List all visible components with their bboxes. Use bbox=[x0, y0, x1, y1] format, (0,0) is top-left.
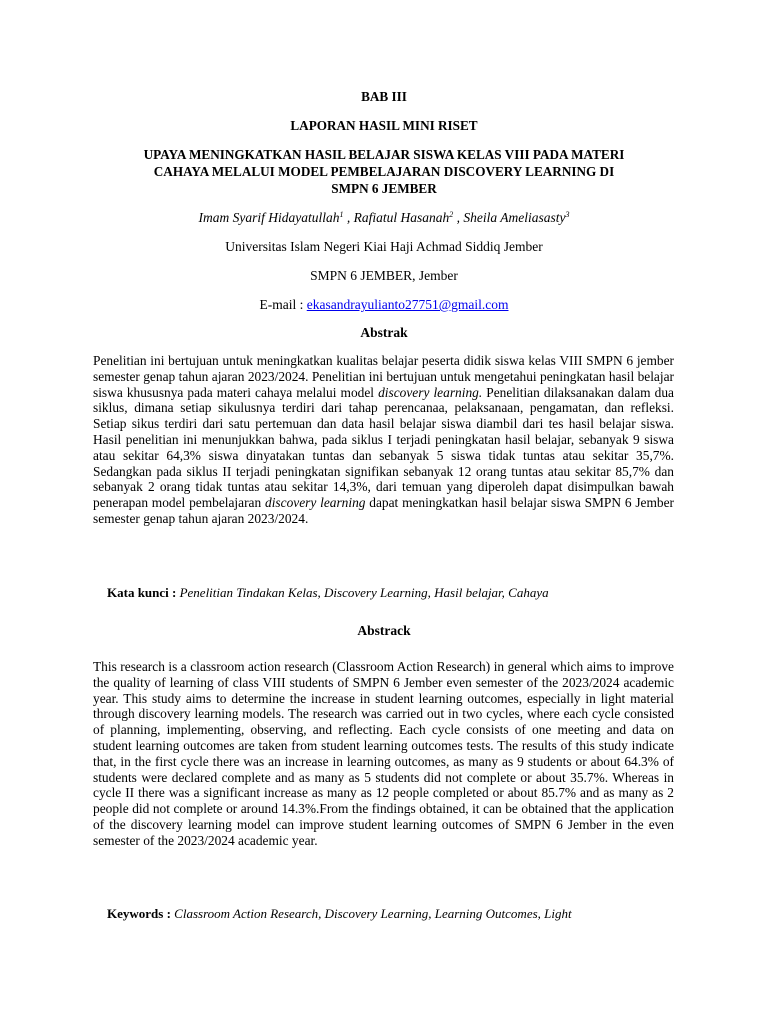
author-affiliation-mark: 3 bbox=[565, 210, 570, 219]
abstrak-text: Penelitian dilaksanakan dalam dua siklus, dimana setiap sikulusnya terdiri dari tahap perencanaa, pelaksanaan, pengamatan, dan refleksi. Setiap sikus terdiri dari satu pertemuan dan data hasil belajar siswa diambil dari tes hasil belajar siswa. Hasil penelitian ini menunjukkan bahwa, pada siklus I terjadi peningkatan hasil belajar, sebanyak 9 siswa atau sekitar 64,3% siswa dinyatakan tuntas dan sebanyak 5 siswa tidak tuntas atau sekitar 35,7%. Sedangkan pada siklus II terjadi peningkatan signifikan sebanyak 12 orang tuntas atau sekitar 85,7% dan sebanyak 2 orang tidak tuntas atau sekitar 14,3%, dari temuan yang diperoleh dapat disimpulkan bawah penerapan model pembelajaran bbox=[93, 384, 674, 511]
keywords-label: Kata kunci : bbox=[107, 585, 180, 600]
paper-title bbox=[0, 146, 768, 197]
abstrak-heading: Abstrak bbox=[360, 325, 408, 340]
keywords-label: Keywords : bbox=[107, 906, 175, 921]
author-name: Imam Syarif Hidayatullah bbox=[198, 210, 340, 225]
abstrak-keywords bbox=[107, 585, 549, 601]
abstrak-emphasis: discovery learning bbox=[265, 495, 366, 511]
author-separator: , bbox=[343, 210, 354, 225]
email-label: E-mail : bbox=[259, 297, 307, 312]
author-list bbox=[0, 209, 768, 226]
email-line bbox=[0, 296, 768, 313]
abstrak-text: dapat meningkatkan hasil belajar siswa SMPN 6 Jember semester genap tahun ajaran 2023/2024. bbox=[93, 495, 675, 526]
report-title: LAPORAN HASIL MINI RISET bbox=[290, 118, 478, 133]
abstrak-body bbox=[93, 353, 674, 527]
author-name: Rafiatul Hasanah bbox=[353, 210, 450, 225]
author-affiliation-mark: 2 bbox=[449, 210, 454, 219]
abstract-body: This research is a classroom action research (Classroom Action Research) in general which aims to improve the quality of learning of class VIII students of SMPN 6 Jember even semester of the 2023/2024 academic year. This study aims to determine the increase in student learning outcomes, especially in light material through discovery learning models. The research was carried out in two cycles, where each cycle consisted of planning, implementing, observing, and reflecting. Each cycle consists of one meeting and data on student learning outcomes are taken from student learning outcomes tests. The results of this study indicate that, in the first cycle there was an increase in learning outcomes, as many as 9 students or about 64.3% of students were declared complete and as many as 5 students did not complete or about 35.7%. Whereas in cycle II there was a significant increase as many as 12 people completed or about 85.7% and as many as 2 people did not complete or around 14.3%.From the findings obtained, it can be obtained that the application of the discovery learning model can improve student learning outcomes of SMPN 6 Jember in the even semester of the 2023/2024 academic year. bbox=[93, 659, 674, 848]
chapter-heading: BAB III bbox=[361, 89, 407, 104]
school-name: SMPN 6 JEMBER, Jember bbox=[310, 268, 458, 283]
paper-title-line: CAHAYA MELALUI MODEL PEMBELAJARAN DISCOVERY LEARNING DI bbox=[153, 164, 615, 179]
abstract-heading: Abstrack bbox=[357, 623, 411, 638]
author-name: Sheila Ameliasasty bbox=[463, 210, 566, 225]
paper-title-line: SMPN 6 JEMBER bbox=[331, 181, 437, 196]
keywords-list: Penelitian Tindakan Kelas, Discovery Learning, Hasil belajar, Cahaya bbox=[179, 585, 549, 600]
affiliation: Universitas Islam Negeri Kiai Haji Achmad Siddiq Jember bbox=[225, 239, 543, 254]
keywords-list: Classroom Action Research, Discovery Learning, Learning Outcomes, Light bbox=[174, 906, 572, 921]
paper-title-line: UPAYA MENINGKATKAN HASIL BELAJAR SISWA KELAS VIII PADA MATERI bbox=[143, 147, 625, 162]
author-affiliation-mark: 1 bbox=[339, 210, 344, 219]
abstract-keywords bbox=[107, 906, 572, 922]
author-separator: , bbox=[453, 210, 464, 225]
email-link[interactable]: ekasandrayulianto27751@gmail.com bbox=[306, 297, 509, 312]
abstrak-text: Penelitian ini bertujuan untuk meningkatkan kualitas belajar peserta didik siswa kelas VIII SMPN 6 jember semester genap tahun ajaran 2023/2024. Penelitian ini bertujuan untuk mengetahui peningkatan hasil belajar siswa khususnya pada materi cahaya melalui model bbox=[93, 353, 674, 400]
abstrak-emphasis: discovery learning. bbox=[378, 384, 483, 400]
